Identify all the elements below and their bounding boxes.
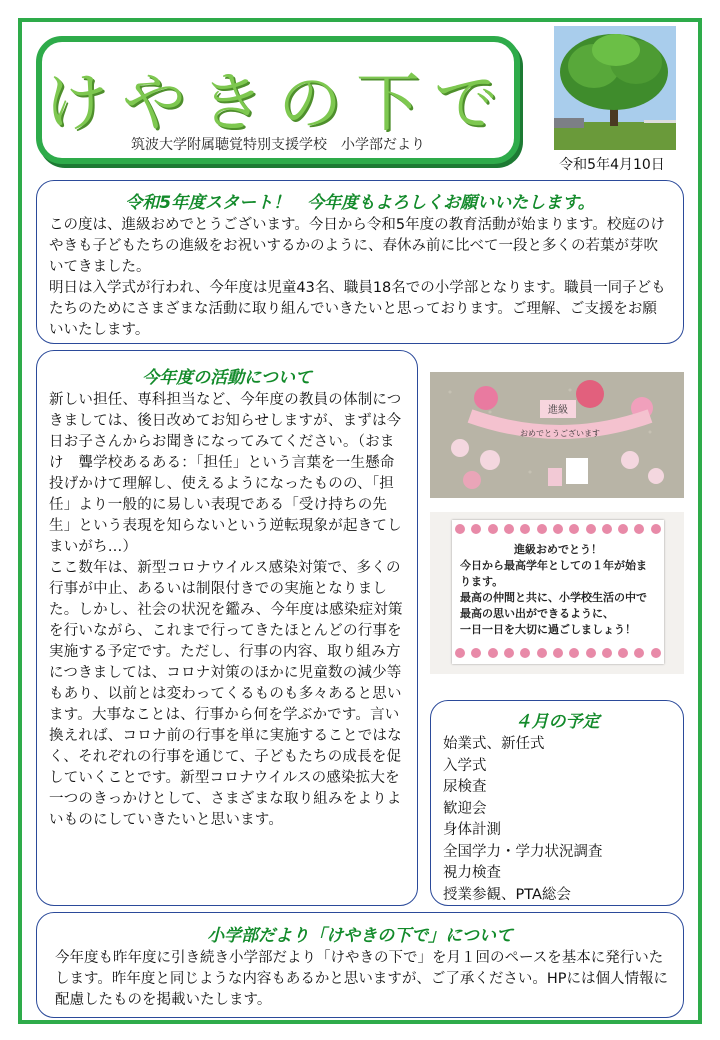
- message-line: 一日一日を大切に過ごしましょう！: [460, 623, 636, 636]
- about-body: [37, 946, 683, 1011]
- activities-body: [37, 388, 417, 831]
- schedule-item: 全国学力・学力状況調査: [443, 843, 603, 860]
- greeting-body: [37, 213, 683, 341]
- message-text: [460, 542, 656, 638]
- message-line: 最高の仲間と共に、小学校生活の中で最高の思い出ができるように、: [460, 591, 647, 620]
- activities-heading: 今年度の活動について: [142, 368, 312, 388]
- activities-paragraph: ここ数年は、新型コロナウイルス感染対策で、多くの行事が中止、あるいは制限付きでの実施となりました。しかし、社会の状況を鑑み、今年度は感染症対策を行いながら、これまで行ってきたほとんどの行事を実施する予定です。ただし、行事の内容、取り組み方につきましては、コロナ対策のほかに児童数の減少等もあり、以前とは変わってくるものも多々あると思います。大事なことは、行事から何を学ぶかです。言い換えれば、コロナ前の行事を単に実施することではなく、それぞれの行事を通じて、子どもたちの成長を促していくことです。新型コロナウイルスの感染拡大を一つのきっかけとして、さまざまな取り組みをよりよいものにしていきたいと思います。: [49, 560, 403, 828]
- schedule-item: 歓迎会: [443, 800, 487, 817]
- newsletter-title: けやきの下で: [44, 67, 512, 141]
- banner-label: おめでとうございます: [520, 429, 600, 438]
- activities-section: [36, 350, 418, 906]
- teacher-message-photo: [430, 512, 684, 674]
- greeting-section: [36, 180, 684, 344]
- april-schedule-section: [430, 700, 684, 906]
- celebration-board-photo: [430, 372, 684, 498]
- message-card: [452, 520, 664, 664]
- newsletter-subtitle: 筑波大学附属聴覚特別支援学校 小学部だより: [131, 137, 425, 153]
- activities-paragraph: 新しい担任、専科担当など、今年度の教員の体制につきましては、後日改めてお知らせしますが、まずは今日お子さんからお聞きになってみてください。（おまけ 聾学校あるある：「担任」という言葉を一生懸命投げかけて理解し、使えるようになったものの、「担任」より一般的に易しい表現である「受け持ちの先生」という表現を知らないという逆転現象が起きてしまいがち…）: [49, 392, 402, 555]
- newsletter-about-section: [36, 912, 684, 1018]
- about-paragraph: 今年度も昨年度に引き続き小学部だより「けやきの下で」を月１回のペースを基本に発行いたします。昨年度と同じような内容もあるかと思いますが、ご了承ください。HPには個人情報に配慮したものを掲載いたします。: [55, 950, 668, 1008]
- about-heading: 小学部だより「けやきの下で」について: [207, 926, 513, 946]
- schedule-item: 始業式、新任式: [443, 736, 545, 752]
- flower-border-top: [452, 524, 664, 536]
- flower-border-bottom: [452, 648, 664, 660]
- issue-date: 令和5年4月10日: [559, 157, 665, 173]
- schedule-list: [431, 732, 683, 906]
- schedule-item: 視力検査: [443, 865, 501, 881]
- schedule-item: 身体計測: [443, 822, 501, 838]
- schedule-item: 授業参観、PTA総会: [443, 886, 571, 903]
- keyaki-tree-photo: [554, 26, 676, 150]
- schedule-item: 尿検査: [443, 779, 487, 795]
- banner-label: 進級: [548, 405, 568, 416]
- greeting-paragraph: 明日は入学式が行われ、今年度は児童43名、職員18名での小学部となります。職員一同子どもたちのためにさまざまな活動に取り組んでいきたいと思っております。ご理解、ご支援をお願いいたします。: [49, 280, 666, 338]
- greeting-heading: 令和5年度スタート！ 今年度もよろしくお願いいたします。: [125, 193, 595, 213]
- schedule-heading: ４月の予定: [514, 712, 600, 732]
- masthead: [36, 36, 520, 164]
- greeting-paragraph: この度は、進級おめでとうございます。今日から令和5年度の教育活動が始まります。校庭のけやきも子どもたちの進級をお祝いするかのように、春休み前に比べて一段と多くの若葉が芽吹いてきました。: [49, 217, 665, 275]
- schedule-item: 入学式: [443, 757, 487, 774]
- message-line: 今日から最高学年としての１年が始まります。: [460, 559, 647, 588]
- message-line: 進級おめでとう！: [514, 543, 602, 556]
